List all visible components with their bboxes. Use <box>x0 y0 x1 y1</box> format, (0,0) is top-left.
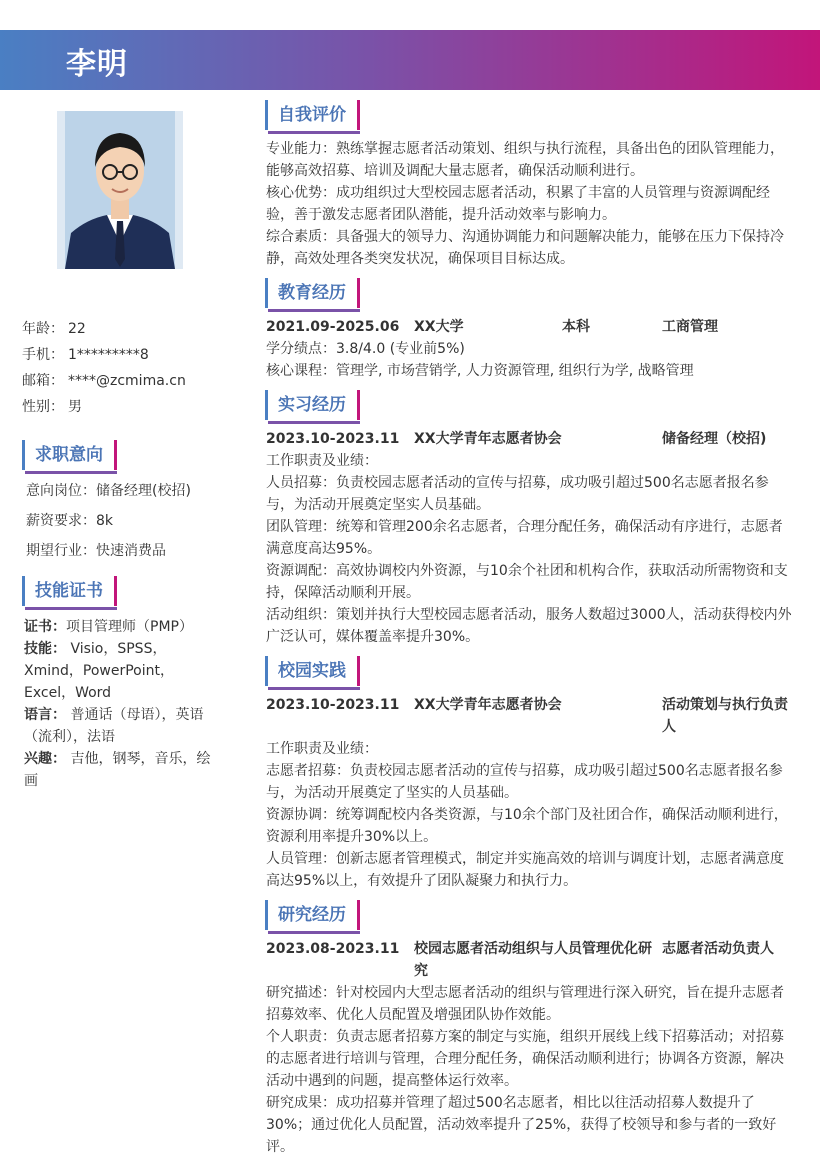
education-school: XX大学 <box>414 319 464 335</box>
research-header-row <box>266 938 796 982</box>
campus-org: XX大学青年志愿者协会 <box>414 697 562 713</box>
research-heading: 研究经历 <box>265 900 356 930</box>
profile-gender: 性别： 男 <box>22 399 82 415</box>
profile-email: 邮箱： ****@zcmima.cn <box>22 373 186 389</box>
internship-line: 人员招募：负责校园志愿者活动的宣传与招募，成功吸引超过500名志愿者报名参与，为活动开展奠定坚实人员基础。 <box>266 475 769 513</box>
campus-heading: 校园实践 <box>265 656 356 686</box>
education-heading: 教育经历 <box>265 278 356 308</box>
internship-org: XX大学青年志愿者协会 <box>414 431 562 447</box>
campus-period: 2023.10-2023.11 <box>266 697 400 713</box>
profile-age: 年龄： 22 <box>22 321 86 337</box>
education-major: 工商管理 <box>662 319 718 335</box>
education-degree: 本科 <box>562 319 590 335</box>
internship-line: 资源调配：高效协调校内外资源，与10余个社团和机构合作，获取活动所需物资和支持，保障活动顺利开展。 <box>266 563 788 601</box>
education-section <box>266 278 796 382</box>
right-column <box>266 100 796 1166</box>
internship-line: 活动组织：策划并执行大型校园志愿者活动，服务人数超过3000人，活动获得校内外广泛认可，媒体覆盖率提升30%。 <box>266 607 792 645</box>
research-line: 个人职责：负责志愿者招募方案的制定与实施，组织开展线上线下招募活动；对招募的志愿者进行培训与管理，合理分配任务，确保活动顺利进行；协调各方资源，解决活动中遇到的问题，提高整体运行效率。 <box>266 1029 784 1089</box>
campus-line: 人员管理：创新志愿者管理模式，制定并实施高效的培训与调度计划，志愿者满意度高达95%以上，有效提升了团队凝聚力和执行力。 <box>266 851 784 889</box>
research-line: 研究描述：针对校园内大型志愿者活动的组织与管理进行深入研究，旨在提升志愿者招募效率、优化人员配置及增强团队协作效能。 <box>266 985 784 1023</box>
education-header-row <box>266 316 796 338</box>
intent-list <box>22 476 218 566</box>
research-line: 研究成果：成功招募并管理了超过500名志愿者，相比以往活动招募人数提升了30%；通过优化人员配置，活动效率提升了25%，获得了校领导和参与者的一致好评。 <box>266 1095 777 1155</box>
research-period: 2023.08-2023.11 <box>266 941 400 957</box>
left-column <box>22 316 218 792</box>
research-role: 志愿者活动负责人 <box>662 941 774 957</box>
internship-header-row <box>266 428 796 450</box>
self-eval-paragraph: 综合素质：具备强大的领导力、沟通协调能力和问题解决能力，能够在压力下保持冷静，高效处理各类突发状况，确保项目目标达成。 <box>266 229 784 267</box>
header-banner <box>0 30 820 90</box>
skill-item: 兴趣： 吉他，钢琴，音乐，绘画 <box>24 751 211 789</box>
self-eval-paragraph: 核心优势：成功组织过大型校园志愿者活动，积累了丰富的人员管理与资源调配经验，善于激发志愿者团队潜能，提升活动效率与影响力。 <box>266 185 770 223</box>
internship-section <box>266 390 796 648</box>
education-line: 核心课程：管理学, 市场营销学, 人力资源管理, 组织行为学, 战略管理 <box>266 363 694 379</box>
profile-phone: 手机： 1*********8 <box>22 347 149 363</box>
education-period: 2021.09-2025.06 <box>266 319 400 335</box>
research-topic: 校园志愿者活动组织与人员管理优化研究 <box>414 941 652 979</box>
campus-role: 活动策划与执行负责人 <box>662 697 788 735</box>
internship-heading: 实习经历 <box>265 390 356 420</box>
self-eval-paragraph: 专业能力：熟练掌握志愿者活动策划、组织与执行流程，具备出色的团队管理能力，能够高效招募、培训及调配大量志愿者，确保活动顺利进行。 <box>266 141 784 179</box>
campus-section <box>266 656 796 892</box>
skill-item: 语言： 普通话（母语），英语（流利），法语 <box>24 707 204 745</box>
internship-role: 储备经理（校招) <box>662 431 767 447</box>
campus-line: 志愿者招募：负责校园志愿者活动的宣传与招募，成功吸引超过500名志愿者报名参与，为活动开展奠定了坚实的人员基础。 <box>266 763 783 801</box>
skill-item: 证书：项目管理师（PMP） <box>24 619 193 635</box>
skills-list <box>22 616 218 792</box>
self-eval-section <box>266 100 796 270</box>
candidate-name: 李明 <box>66 47 128 82</box>
self-eval-heading: 自我评价 <box>265 100 356 130</box>
internship-line: 团队管理：统筹和管理200余名志愿者，合理分配任务，确保活动有序进行，志愿者满意度高达95%。 <box>266 519 783 557</box>
campus-line: 资源协调：统筹调配校内各类资源，与10余个部门及社团合作，确保活动顺利进行，资源利用率提升30%以上。 <box>266 807 788 845</box>
campus-header-row <box>266 694 796 738</box>
intent-heading: 求职意向 <box>22 440 113 470</box>
intent-item: 意向岗位：储备经理(校招) <box>26 483 191 499</box>
intent-item: 薪资要求：8k <box>26 513 114 529</box>
research-section <box>266 900 796 1158</box>
skill-item: 技能： Visio，SPSS，Xmind，PowerPoint，Excel，Word <box>24 641 174 701</box>
intent-item: 期望行业：快速消费品 <box>26 543 166 559</box>
profile-photo <box>57 111 183 269</box>
profile-info <box>22 316 218 420</box>
internship-period: 2023.10-2023.11 <box>266 431 400 447</box>
campus-line: 工作职责及业绩： <box>266 741 378 757</box>
internship-line: 工作职责及业绩： <box>266 453 378 469</box>
education-line: 学分绩点：3.8/4.0 (专业前5%) <box>266 341 465 357</box>
skills-heading: 技能证书 <box>22 576 113 606</box>
